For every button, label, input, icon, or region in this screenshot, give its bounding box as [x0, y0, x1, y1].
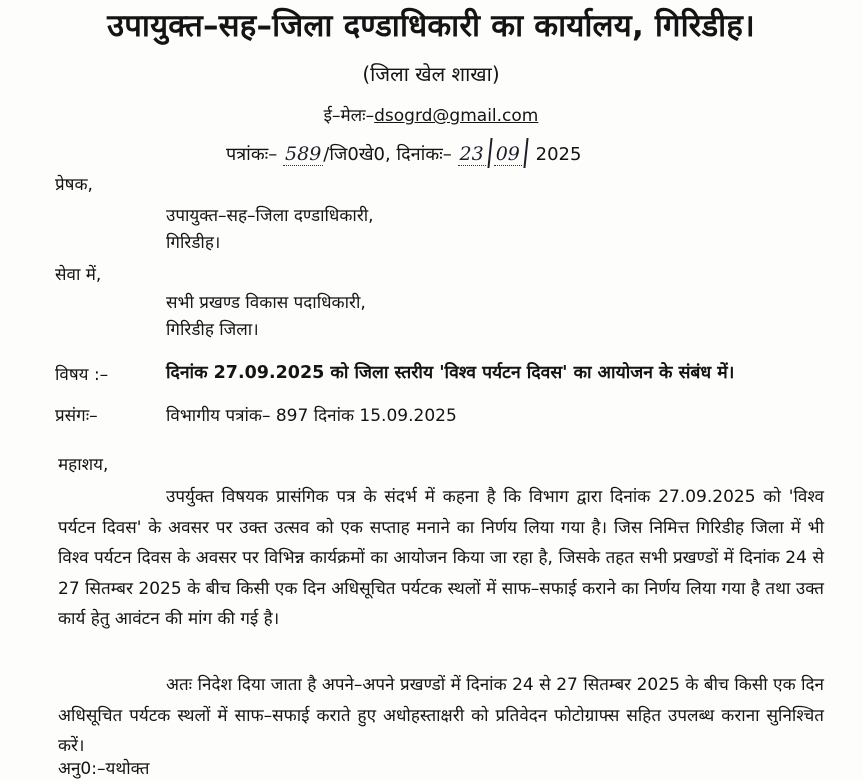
subject-label: विषय :–: [55, 365, 109, 385]
sender-line-2: गिरिडीह।: [166, 233, 221, 253]
letter-number: 589: [285, 143, 322, 165]
letter-reference-line: [226, 138, 581, 168]
letter-day: 23: [459, 143, 484, 165]
body-paragraph-1-text: उपर्युक्त विषयक प्रासंगिक पत्र के संदर्भ में कहना है कि विभाग द्वारा दिनांक 27.09.2025 को 'विश्व पर्यटन दिवस' के अवसर पर उक्त उत्सव को एक सप्ताह मनाने का निर्णय लिया गया है। जिस निमित्त गिरिडीह जिला में भी विश्व पर्यटन दिवस के अवसर पर विभिन्न कार्यक्रमों का आयोजन किया जा रहा है, जिसके तहत सभी प्रखण्डों में दिनांक 24 से 27 सितम्बर 2025 के बीच किसी एक दिन अधिसूचित पर्यटक स्थलों में साफ–सफाई कराने का निर्णय लिया गया है तथा उक्त कार्य हेतु आवंटन की मांग की गई है।: [58, 487, 824, 629]
handwritten-stroke: [487, 138, 492, 168]
letter-number-label: पत्रांकः–: [226, 144, 278, 165]
branch-name: (जिला खेल शाखा): [362, 62, 500, 86]
reference-text: विभागीय पत्रांक– 897 दिनांक 15.09.2025: [166, 406, 457, 426]
recipient-line-2: गिरिडीह जिला।: [166, 320, 259, 340]
email-line: [0, 103, 862, 126]
office-title: उपायुक्त–सह–जिला दण्डाधिकारी का कार्यालय, गिरिडीह।: [107, 8, 755, 44]
body-paragraph-1: [58, 482, 824, 635]
body-paragraph-2: [58, 670, 824, 762]
email-link[interactable]: dsogrd@gmail.com: [374, 106, 539, 126]
body-paragraph-2-text: अतः निदेश दिया जाता है अपने–अपने प्रखण्डों में दिनांक 24 से 27 सितम्बर 2025 के बीच किसी एक दिन अधिसूचित पर्यटक स्थलों में साफ–सफाई कराते हुए अधोहस्ताक्षरी को प्रतिवेदन फोटोग्राफ्स सहित उपलब्ध कराना सुनिश्चित करें।: [58, 675, 824, 756]
letter-month: 09: [495, 143, 520, 165]
subject-text: दिनांक 27.09.2025 को जिला स्तरीय 'विश्व पर्यटन दिवस' का आयोजन के संबंध में।: [166, 363, 735, 383]
salutation: महाशय,: [58, 455, 109, 475]
letter-separator: /जि0खे0, दिनांकः–: [323, 144, 452, 165]
email-label: ई–मेलः–: [323, 106, 375, 126]
recipient-label: सेवा में,: [55, 265, 102, 285]
letter-year: 2025: [535, 144, 582, 165]
reference-label: प्रसंगः–: [55, 406, 98, 426]
sender-label: प्रेषक,: [55, 175, 93, 195]
enclosure-note: अनु0:–यथोक्त: [58, 759, 150, 779]
handwritten-stroke: [523, 138, 528, 168]
recipient-line-1: सभी प्रखण्ड विकास पदाधिकारी,: [166, 293, 366, 313]
sender-line-1: उपायुक्त–सह–जिला दण्डाधिकारी,: [166, 206, 374, 226]
